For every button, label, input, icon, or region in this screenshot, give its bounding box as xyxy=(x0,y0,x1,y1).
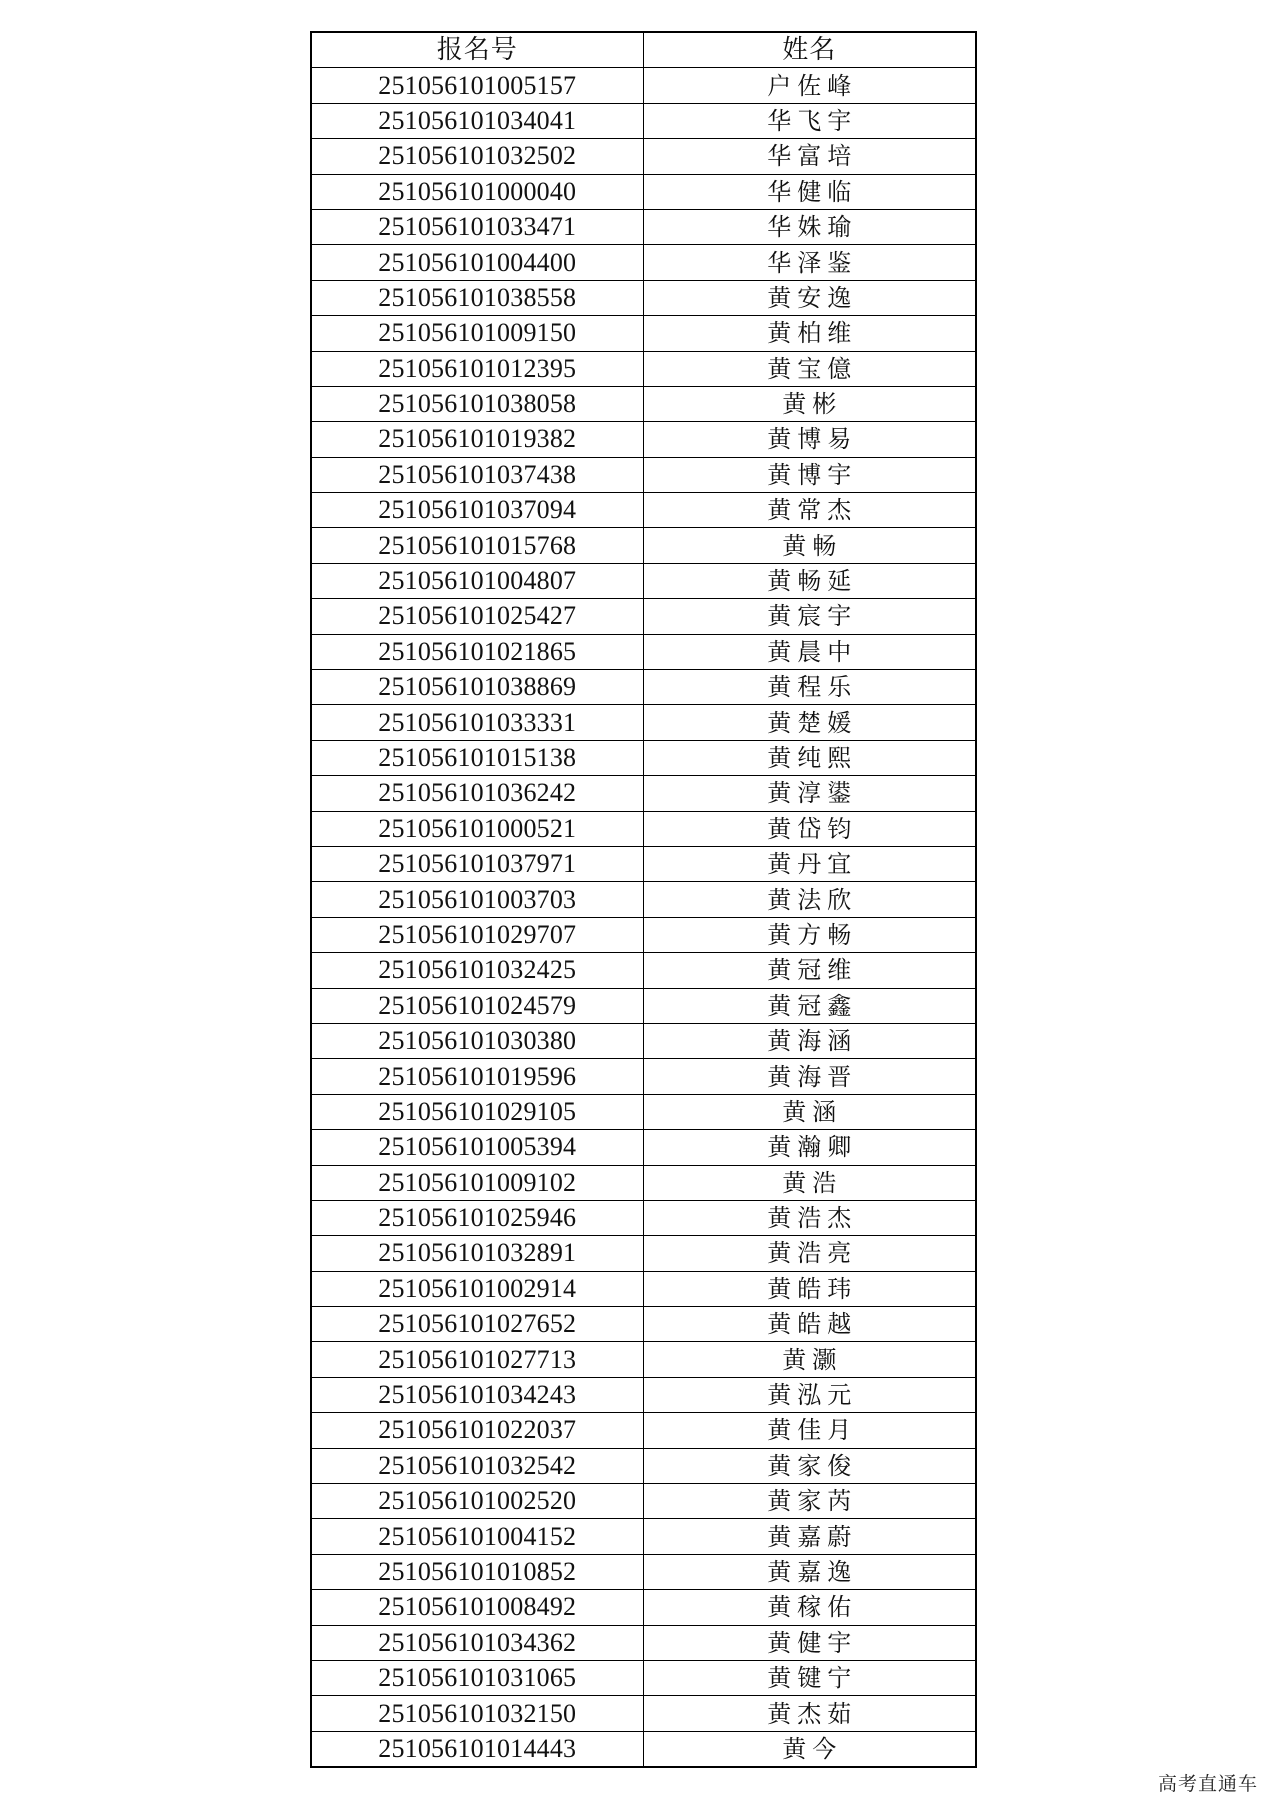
name-cell: 黄涵 xyxy=(643,1094,976,1129)
table-row xyxy=(311,68,976,103)
header-name: 姓名 xyxy=(643,32,976,68)
name-cell: 黄宝億 xyxy=(643,351,976,386)
name-cell: 黄浩杰 xyxy=(643,1200,976,1235)
name-cell: 黄杰茹 xyxy=(643,1696,976,1731)
name-cell: 黄安逸 xyxy=(643,280,976,315)
table-row xyxy=(311,599,976,634)
name-cell: 黄柏维 xyxy=(643,316,976,351)
watermark-text: 高考直通车 xyxy=(1157,1773,1258,1795)
registration-number-cell: 251056101038058 xyxy=(311,386,643,421)
registration-number-cell: 251056101030380 xyxy=(311,1023,643,1058)
name-cell: 黄畅 xyxy=(643,528,976,563)
name-cell: 华泽鉴 xyxy=(643,245,976,280)
registration-number-cell: 251056101019382 xyxy=(311,422,643,457)
table-row xyxy=(311,493,976,528)
registration-number-cell: 251056101010852 xyxy=(311,1554,643,1589)
registration-number-cell: 251056101032891 xyxy=(311,1236,643,1271)
table-row xyxy=(311,1165,976,1200)
table-row xyxy=(311,386,976,421)
name-cell: 黄瀚卿 xyxy=(643,1130,976,1165)
registration-number-cell: 251056101015768 xyxy=(311,528,643,563)
name-cell: 黄宸宇 xyxy=(643,599,976,634)
name-cell: 黄健宇 xyxy=(643,1625,976,1660)
table-row xyxy=(311,1271,976,1306)
table-row xyxy=(311,245,976,280)
registration-number-cell: 251056101029105 xyxy=(311,1094,643,1129)
registration-number-cell: 251056101004807 xyxy=(311,563,643,598)
table-row xyxy=(311,1200,976,1235)
table-row xyxy=(311,670,976,705)
registration-number-cell: 251056101005394 xyxy=(311,1130,643,1165)
table-row xyxy=(311,1413,976,1448)
table-row xyxy=(311,1448,976,1483)
registration-number-cell: 251056101002520 xyxy=(311,1484,643,1519)
table-row xyxy=(311,1130,976,1165)
registration-number-cell: 251056101032542 xyxy=(311,1448,643,1483)
table-row xyxy=(311,1342,976,1377)
table-row xyxy=(311,1307,976,1342)
table-row xyxy=(311,422,976,457)
name-cell: 黄今 xyxy=(643,1731,976,1767)
table-row xyxy=(311,1377,976,1412)
name-cell: 黄彬 xyxy=(643,386,976,421)
table-row xyxy=(311,1059,976,1094)
registration-number-cell: 251056101025427 xyxy=(311,599,643,634)
registration-number-cell: 251056101029707 xyxy=(311,917,643,952)
name-cell: 黄家芮 xyxy=(643,1484,976,1519)
name-cell: 黄博易 xyxy=(643,422,976,457)
name-cell: 黄嘉逸 xyxy=(643,1554,976,1589)
registration-number-cell: 251056101022037 xyxy=(311,1413,643,1448)
name-cell: 黄嘉蔚 xyxy=(643,1519,976,1554)
table-row xyxy=(311,1023,976,1058)
registration-number-cell: 251056101015138 xyxy=(311,740,643,775)
name-cell: 黄稼佑 xyxy=(643,1590,976,1625)
name-cell: 黄浩 xyxy=(643,1165,976,1200)
name-cell: 黄灏 xyxy=(643,1342,976,1377)
name-cell: 华富培 xyxy=(643,139,976,174)
registration-number-cell: 251056101033331 xyxy=(311,705,643,740)
registration-number-cell: 251056101032150 xyxy=(311,1696,643,1731)
name-cell: 黄家俊 xyxy=(643,1448,976,1483)
registration-number-cell: 251056101038869 xyxy=(311,670,643,705)
name-cell: 黄岱钧 xyxy=(643,811,976,846)
name-cell: 黄海涵 xyxy=(643,1023,976,1058)
name-cell: 黄纯熙 xyxy=(643,740,976,775)
registration-number-cell: 251056101003703 xyxy=(311,882,643,917)
table-row xyxy=(311,1094,976,1129)
name-cell: 华飞宇 xyxy=(643,103,976,138)
name-cell: 户佐峰 xyxy=(643,68,976,103)
table-row xyxy=(311,846,976,881)
table-row xyxy=(311,174,976,209)
name-cell: 黄常杰 xyxy=(643,493,976,528)
name-cell: 黄博宇 xyxy=(643,457,976,492)
registration-number-cell: 251056101037094 xyxy=(311,493,643,528)
registration-table xyxy=(310,31,977,1768)
header-registration-number: 报名号 xyxy=(311,32,643,68)
table-row xyxy=(311,1625,976,1660)
table-row xyxy=(311,634,976,669)
registration-number-cell: 251056101019596 xyxy=(311,1059,643,1094)
name-cell: 黄畅延 xyxy=(643,563,976,598)
name-cell: 黄泓元 xyxy=(643,1377,976,1412)
name-cell: 华姝瑜 xyxy=(643,209,976,244)
table-row xyxy=(311,139,976,174)
registration-number-cell: 251056101034041 xyxy=(311,103,643,138)
registration-number-cell: 251056101027652 xyxy=(311,1307,643,1342)
table-row xyxy=(311,988,976,1023)
table-row xyxy=(311,953,976,988)
name-cell: 黄键宁 xyxy=(643,1660,976,1695)
registration-number-cell: 251056101034362 xyxy=(311,1625,643,1660)
table-row xyxy=(311,1590,976,1625)
table-row xyxy=(311,1554,976,1589)
registration-number-cell: 251056101033471 xyxy=(311,209,643,244)
table-row xyxy=(311,1484,976,1519)
table-row xyxy=(311,1519,976,1554)
name-cell: 黄皓玮 xyxy=(643,1271,976,1306)
registration-number-cell: 251056101036242 xyxy=(311,776,643,811)
registration-number-cell: 251056101009150 xyxy=(311,316,643,351)
name-cell: 黄海晋 xyxy=(643,1059,976,1094)
name-cell: 黄佳月 xyxy=(643,1413,976,1448)
table-row xyxy=(311,351,976,386)
registration-number-cell: 251056101032425 xyxy=(311,953,643,988)
name-cell: 黄程乐 xyxy=(643,670,976,705)
registration-number-cell: 251056101009102 xyxy=(311,1165,643,1200)
name-cell: 黄丹宜 xyxy=(643,846,976,881)
registration-number-cell: 251056101037971 xyxy=(311,846,643,881)
table-row xyxy=(311,457,976,492)
table-header-row xyxy=(311,32,976,68)
name-cell: 黄法欣 xyxy=(643,882,976,917)
name-cell: 黄晨中 xyxy=(643,634,976,669)
table-row xyxy=(311,1660,976,1695)
name-cell: 黄方畅 xyxy=(643,917,976,952)
registration-number-cell: 251056101004400 xyxy=(311,245,643,280)
registration-number-cell: 251056101002914 xyxy=(311,1271,643,1306)
table-row xyxy=(311,280,976,315)
registration-number-cell: 251056101004152 xyxy=(311,1519,643,1554)
registration-number-cell: 251056101021865 xyxy=(311,634,643,669)
registration-number-cell: 251056101027713 xyxy=(311,1342,643,1377)
registration-number-cell: 251056101008492 xyxy=(311,1590,643,1625)
table-row xyxy=(311,705,976,740)
registration-number-cell: 251056101031065 xyxy=(311,1660,643,1695)
table-row xyxy=(311,563,976,598)
table-body xyxy=(311,68,976,1767)
table-row xyxy=(311,103,976,138)
name-cell: 黄冠维 xyxy=(643,953,976,988)
table-row xyxy=(311,882,976,917)
registration-number-cell: 251056101012395 xyxy=(311,351,643,386)
name-cell: 黄浩亮 xyxy=(643,1236,976,1271)
table-row xyxy=(311,209,976,244)
table-row xyxy=(311,917,976,952)
table-row xyxy=(311,1696,976,1731)
registration-number-cell: 251056101034243 xyxy=(311,1377,643,1412)
table-row xyxy=(311,316,976,351)
registration-number-cell: 251056101000040 xyxy=(311,174,643,209)
table-row xyxy=(311,528,976,563)
name-cell: 黄冠鑫 xyxy=(643,988,976,1023)
registration-number-cell: 251056101025946 xyxy=(311,1200,643,1235)
table-row xyxy=(311,1731,976,1767)
name-cell: 华健临 xyxy=(643,174,976,209)
registration-number-cell: 251056101032502 xyxy=(311,139,643,174)
name-cell: 黄淳鍙 xyxy=(643,776,976,811)
registration-number-cell: 251056101014443 xyxy=(311,1731,643,1767)
registration-number-cell: 251056101000521 xyxy=(311,811,643,846)
table-row xyxy=(311,811,976,846)
name-cell: 黄楚媛 xyxy=(643,705,976,740)
registration-number-cell: 251056101038558 xyxy=(311,280,643,315)
registration-number-cell: 251056101005157 xyxy=(311,68,643,103)
registration-number-cell: 251056101024579 xyxy=(311,988,643,1023)
table-row xyxy=(311,1236,976,1271)
registration-number-cell: 251056101037438 xyxy=(311,457,643,492)
name-cell: 黄皓越 xyxy=(643,1307,976,1342)
table-row xyxy=(311,776,976,811)
table-row xyxy=(311,740,976,775)
